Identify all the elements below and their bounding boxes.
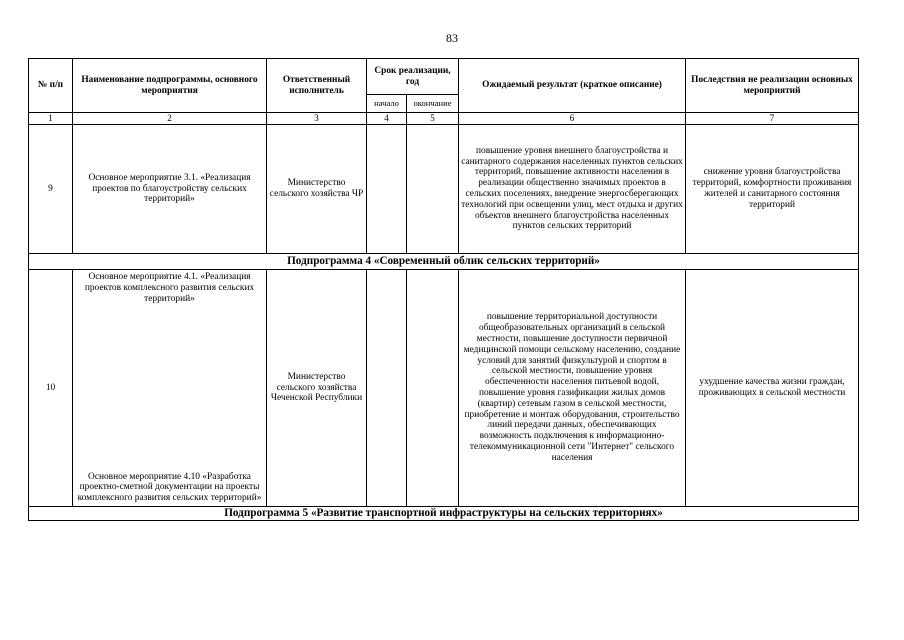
column-number: 1 [29,113,73,125]
activity-name: Основное мероприятие 4.10 «Разработка проектно-сметной документации на проекты комплексного развития сельских территорий» [77,471,262,504]
header-num: № п/п [29,59,73,113]
responsible-executor: Министерство сельского хозяйства ЧР [267,125,367,254]
column-number: 6 [459,113,686,125]
header-period: Срок реализации, год [367,59,459,95]
activity-name: Основное мероприятие 3.1. «Реализация проектов по благоустройству сельских территорий» [73,125,267,254]
activity-name-cell [73,270,267,507]
header-responsible: Ответственный исполнитель [267,59,367,113]
expected-result: повышение территориальной доступности общеобразовательных организаций в сельской местности, повышение доступности первичной медицинской помощи сельскому населению, создание условий для занятий физкультурой и спортом в сельской местности, повышение уровня обеспеченности населения питьевой водой, повышение уровня газификации жилых домов (квартир) сетевым газом в сельской местности, приобретение и монтаж оборудования, строительство линий передачи данных, обеспечивающих возможность подключения к информационно-телекоммуникационной сети "Интернет" сельского населения [459,270,686,507]
table-row [29,270,859,507]
end-year [407,270,459,507]
subprogram-5-title: Подпрограмма 5 «Развитие транспортной инфраструктуры на сельских территориях» [29,507,859,521]
page-number: 83 [446,31,458,45]
column-number: 2 [73,113,267,125]
column-number: 3 [267,113,367,125]
start-year [367,270,407,507]
row-number: 9 [29,125,73,254]
start-year [367,125,407,254]
non-implementation-consequences: снижение уровня благоустройства территорий, комфортности проживания жителей и санитарного состояния территорий [686,125,859,254]
header-name: Наименование подпрограммы, основного мероприятия [73,59,267,113]
end-year [407,125,459,254]
column-number: 4 [367,113,407,125]
table-row [29,125,859,254]
header-row [29,59,859,95]
non-implementation-consequences: ухудшение качества жизни граждан, проживающих в сельской местности [686,270,859,507]
header-consequences: Последствия не реализации основных мероприятий [686,59,859,113]
header-result: Ожидаемый результат (краткое описание) [459,59,686,113]
responsible-executor: Министерство сельского хозяйства Чеченской Республики [267,270,367,507]
column-number: 7 [686,113,859,125]
program-table [28,58,859,521]
expected-result: повышение уровня внешнего благоустройства и санитарного содержания населенных пунктов сельских территорий, повышение активности населения в реализации общественно значимых проектов в сельских поселениях, внедрение энергосберегающих технологий при освещении улиц, мест отдыха и других объектов внешнего благоустройства населенных пунктов сельских территорий [459,125,686,254]
activity-name: Основное мероприятие 4.1. «Реализация проектов комплексного развития сельских территорий» [84,272,255,304]
column-numbers-row [29,113,859,125]
column-number: 5 [407,113,459,125]
header-start: начало [367,95,407,113]
header-end: окончание [407,95,459,113]
subprogram-heading [29,507,859,521]
subprogram-heading [29,254,859,270]
subprogram-4-title: Подпрограмма 4 «Современный облик сельских территорий» [29,254,859,270]
row-number: 10 [29,270,73,507]
